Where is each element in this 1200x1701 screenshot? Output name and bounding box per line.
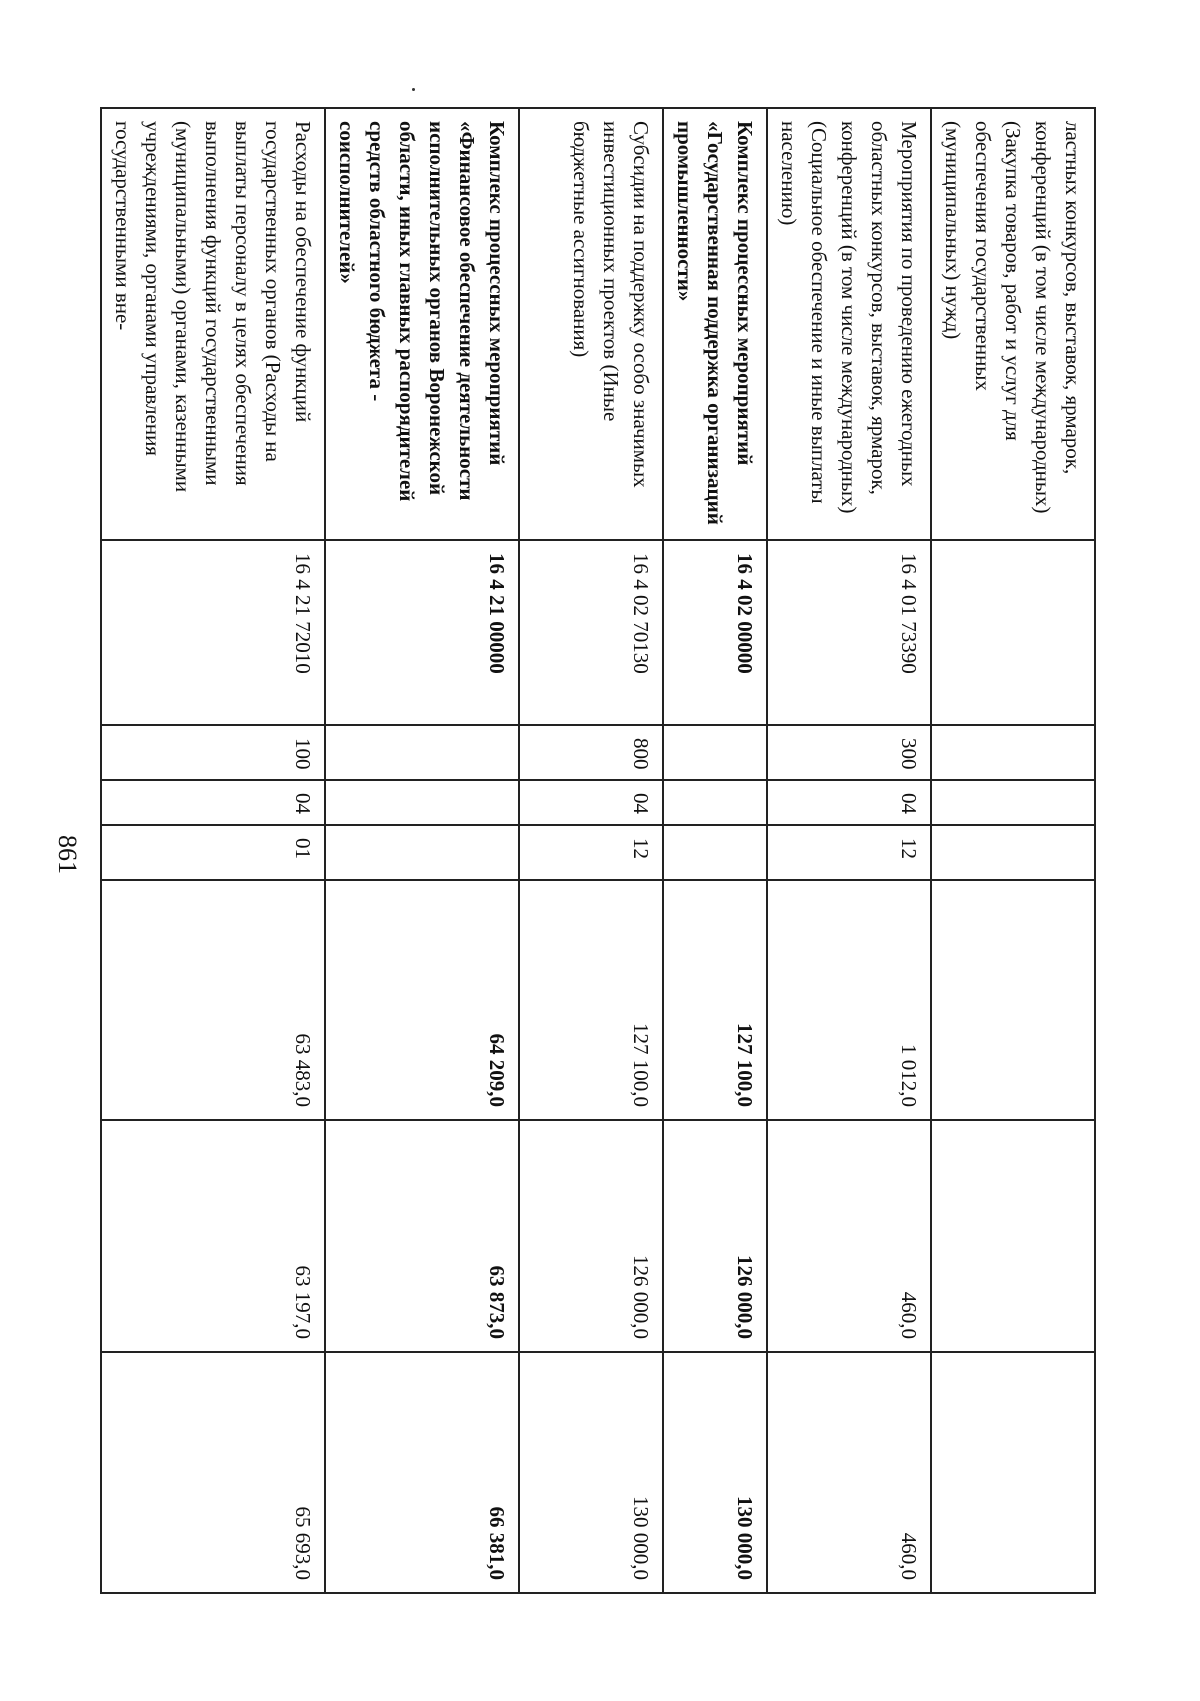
amount-year1-cell: 1 012,0 xyxy=(767,880,931,1120)
amount-year3-cell: 130 000,0 xyxy=(663,1352,767,1593)
budget-table xyxy=(100,107,1096,1594)
section-cell xyxy=(663,780,767,825)
scan-speck xyxy=(412,88,415,91)
section-cell xyxy=(325,780,519,825)
subsection-cell xyxy=(663,825,767,880)
subsection-cell xyxy=(325,825,519,880)
row-name-cell: Субсидии на поддержку особо значимых инвестиционных проектов (Иные бюджетные ассигнования) xyxy=(519,108,663,540)
amount-year1-cell: 127 100,0 xyxy=(519,880,663,1120)
expense-type-cell: 100 xyxy=(101,725,325,780)
expense-type-cell xyxy=(325,725,519,780)
amount-year3-cell: 66 381,0 xyxy=(325,1352,519,1593)
section-cell: 04 xyxy=(767,780,931,825)
table-row xyxy=(325,108,519,1593)
row-name-cell: Мероприятия по проведению ежегодных областных конкурсов, выставок, ярмарок, конференций (в том числе международных) (Социальное обеспечение и иные выплаты населению) xyxy=(767,108,931,540)
section-cell: 04 xyxy=(101,780,325,825)
table-row xyxy=(101,108,325,1593)
amount-year2-cell: 63 197,0 xyxy=(101,1120,325,1352)
table-row xyxy=(767,108,931,1593)
target-code-cell: 16 4 21 00000 xyxy=(325,540,519,725)
table-row xyxy=(519,108,663,1593)
amount-year2-cell: 126 000,0 xyxy=(519,1120,663,1352)
page-number: 861 xyxy=(53,835,82,874)
subsection-cell xyxy=(931,825,1095,880)
amount-year2-cell xyxy=(931,1120,1095,1352)
amount-year3-cell: 130 000,0 xyxy=(519,1352,663,1593)
amount-year2-cell: 126 000,0 xyxy=(663,1120,767,1352)
amount-year1-cell: 127 100,0 xyxy=(663,880,767,1120)
expense-type-cell: 300 xyxy=(767,725,931,780)
amount-year1-cell xyxy=(931,880,1095,1120)
target-code-cell xyxy=(931,540,1095,725)
amount-year1-cell: 63 483,0 xyxy=(101,880,325,1120)
row-name-cell: ластных конкурсов, выставок, ярмарок, конференций (в том числе международных) (Закупка товаров, работ и услуг для обеспечения государственных (муниципальных) нужд) xyxy=(931,108,1095,540)
section-cell: 04 xyxy=(519,780,663,825)
amount-year2-cell: 460,0 xyxy=(767,1120,931,1352)
table-row xyxy=(663,108,767,1593)
row-name-cell: Комплекс процессных мероприятий «Финансовое обеспечение деятельности исполнительных органов Воронежской области, иных главных распорядителей средств областного бюджета - соисполнителей» xyxy=(325,108,519,540)
amount-year1-cell: 64 209,0 xyxy=(325,880,519,1120)
amount-year2-cell: 63 873,0 xyxy=(325,1120,519,1352)
amount-year3-cell: 65 693,0 xyxy=(101,1352,325,1593)
subsection-cell: 12 xyxy=(519,825,663,880)
expense-type-cell xyxy=(931,725,1095,780)
target-code-cell: 16 4 01 73390 xyxy=(767,540,931,725)
budget-table-rotated xyxy=(111,107,1096,1592)
row-name-cell: Комплекс процессных мероприятий «Государственная поддержка организаций промышленности» xyxy=(663,108,767,540)
section-cell xyxy=(931,780,1095,825)
row-name-cell: Расходы на обеспечение функций государственных органов (Расходы на выплаты персоналу в целях обеспечения выполнения функций государственными (муниципальными) органами, казенными учреждениями, органами управления государственными вне- xyxy=(101,108,325,540)
target-code-cell: 16 4 21 72010 xyxy=(101,540,325,725)
target-code-cell: 16 4 02 70130 xyxy=(519,540,663,725)
target-code-cell: 16 4 02 00000 xyxy=(663,540,767,725)
amount-year3-cell: 460,0 xyxy=(767,1352,931,1593)
subsection-cell: 01 xyxy=(101,825,325,880)
expense-type-cell xyxy=(663,725,767,780)
table-row xyxy=(931,108,1095,1593)
amount-year3-cell xyxy=(931,1352,1095,1593)
expense-type-cell: 800 xyxy=(519,725,663,780)
subsection-cell: 12 xyxy=(767,825,931,880)
